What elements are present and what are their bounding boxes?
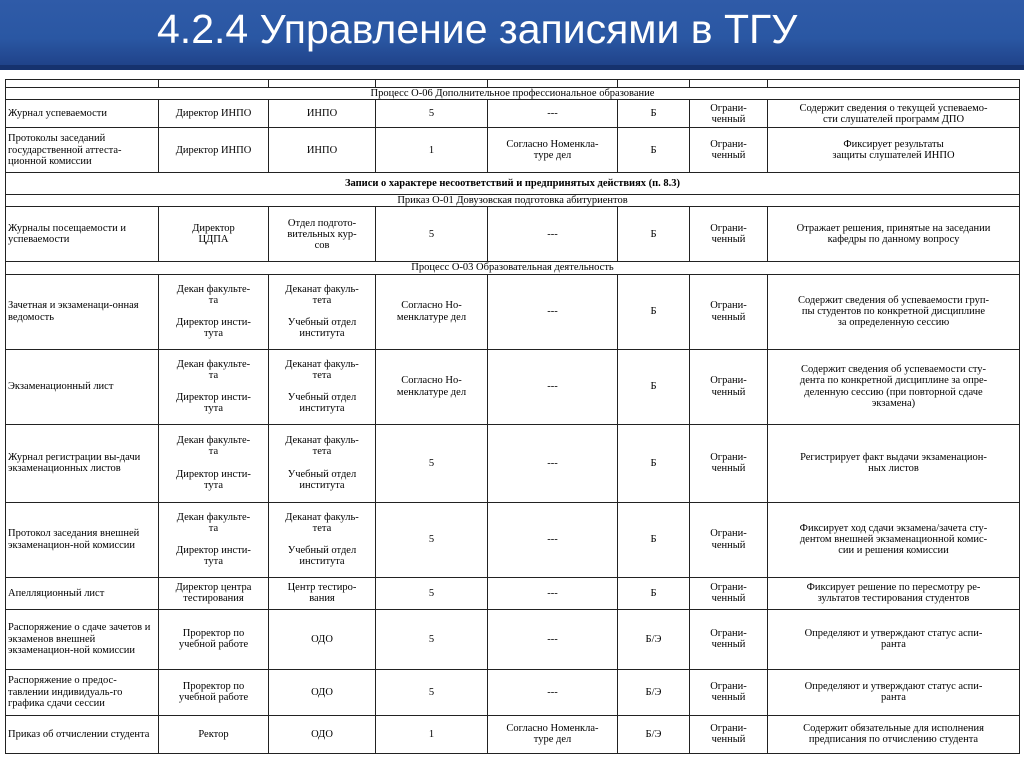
responsible-cell [159, 609, 269, 669]
section-row [6, 262, 1020, 274]
location-cell [269, 669, 376, 715]
document-name-text: Журнал регистрации вы-дачи экзаменационных листов [8, 451, 141, 475]
document-name-text: Протоколы заседаний государственной аттеста-ционной комиссии [8, 133, 122, 167]
content-description-text: Фиксирует ход сдачи экзамена/зачета сту- дентом внешней экзаменационной комис- сии и решения комиссии [799, 522, 988, 557]
responsible-cell [159, 349, 269, 424]
table-row [6, 349, 1020, 424]
responsible-cell [159, 715, 269, 753]
responsible-secondary: Директор инсти- тута [176, 545, 251, 568]
retention-term-cell [376, 715, 488, 753]
responsible-cell [159, 207, 269, 262]
access-level-cell [690, 715, 768, 753]
storage-type-cell [618, 349, 690, 424]
content-description-text: Содержит сведения об успеваемости груп- пы студентов по конкретной дисциплине за определенную сессию [797, 294, 990, 329]
responsible-secondary: Директор инсти- тута [176, 317, 251, 340]
content-description-cell [768, 424, 1020, 502]
storage-type-cell [618, 207, 690, 262]
responsible-text: Проректор по учебной работе [178, 627, 249, 651]
content-description-cell [768, 577, 1020, 609]
number-cell [488, 100, 618, 128]
storage-type-cell [618, 100, 690, 128]
retention-term-text: 1 [428, 144, 435, 156]
location-cell [269, 715, 376, 753]
retention-term-text: Согласно Но- менклатуре дел [396, 375, 467, 398]
document-name-text: Распоряжение о предос-тавлении индивидуаль-го графика сдачи сессии [8, 675, 123, 709]
storage-type-text: Б [650, 306, 657, 317]
responsible-primary: Декан факульте- та [176, 435, 251, 458]
access-level-cell [690, 207, 768, 262]
document-name-cell [6, 274, 159, 349]
storage-type-text: Б [650, 228, 657, 240]
document-name-text: Экзаменационный лист [8, 381, 114, 392]
table-row [6, 100, 1020, 128]
table-row [6, 609, 1020, 669]
section-row [6, 88, 1020, 100]
responsible-text: Ректор [198, 728, 229, 740]
content-description-cell [768, 609, 1020, 669]
number-cell [488, 577, 618, 609]
location-text: ОДО [311, 633, 333, 645]
document-name-text: Журналы посещаемости и успеваемости [8, 223, 126, 246]
retention-term-text: 5 [428, 457, 435, 469]
retention-term-text: 1 [428, 728, 435, 740]
access-level-cell [690, 274, 768, 349]
responsible-cell [159, 424, 269, 502]
location-cell [269, 100, 376, 128]
table-row [6, 274, 1020, 349]
responsible-primary: Декан факульте- та [176, 511, 251, 534]
location-text: ОДО [311, 728, 333, 740]
retention-term-cell [376, 100, 488, 128]
retention-term-text: 5 [428, 534, 435, 545]
table-row [6, 502, 1020, 577]
retention-term-cell [376, 424, 488, 502]
document-name-text: Распоряжение о сдаче зачетов и экзаменов внешней экзаменацион-ной комиссии [8, 622, 151, 656]
access-level-text: Ограни- ченный [710, 223, 747, 246]
location-cell [269, 128, 376, 173]
section-title: Процесс О-03 Образовательная деятельность [6, 262, 1020, 274]
section-title: Приказ О-01 Довузовская подготовка абитуриентов [6, 195, 1020, 207]
retention-term-text: 5 [428, 633, 435, 645]
document-name-cell [6, 715, 159, 753]
content-description-text: Содержит обязательные для исполнения предписания по отчислению студента [803, 722, 984, 746]
retention-term-cell [376, 577, 488, 609]
content-description-cell [768, 100, 1020, 128]
access-level-cell [690, 577, 768, 609]
access-level-cell [690, 128, 768, 173]
retention-term-cell [376, 502, 488, 577]
number-cell [488, 274, 618, 349]
responsible-text: Директор ЦДПА [192, 223, 235, 246]
retention-term-cell [376, 669, 488, 715]
content-description-cell [768, 128, 1020, 173]
storage-type-text: Б [650, 381, 657, 392]
number-text: --- [547, 633, 558, 645]
responsible-primary: Декан факульте- та [176, 283, 251, 306]
location-secondary: Учебный отдел института [287, 545, 357, 568]
location-text: Отдел подгото- вительных кур- сов [287, 217, 357, 251]
storage-type-cell [618, 274, 690, 349]
access-level-cell [690, 609, 768, 669]
responsible-cell [159, 100, 269, 128]
location-secondary: Учебный отдел института [287, 468, 357, 491]
table-row [6, 207, 1020, 262]
location-primary: Деканат факуль- тета [285, 435, 359, 458]
location-cell [269, 274, 376, 349]
location-primary: Деканат факуль- тета [285, 511, 359, 534]
location-primary: Деканат факуль- тета [285, 283, 359, 306]
document-name-text: Апелляционный лист [8, 587, 105, 599]
records-table [5, 79, 1020, 754]
content-description-text: Определяют и утверждают статус аспи- ранта [804, 680, 983, 704]
section-row [6, 195, 1020, 207]
retention-term-text: 5 [428, 228, 435, 240]
slide-header [0, 0, 1024, 70]
number-text: --- [547, 534, 558, 545]
document-name-text: Приказ об отчислении студента [8, 728, 150, 740]
number-cell [488, 424, 618, 502]
table-row [6, 424, 1020, 502]
number-cell [488, 128, 618, 173]
location-cell [269, 577, 376, 609]
access-level-text: Ограни- ченный [710, 722, 747, 746]
responsible-text: Директор ИНПО [175, 144, 252, 156]
number-text: --- [547, 306, 558, 317]
storage-type-cell [618, 715, 690, 753]
access-level-text: Ограни- ченный [710, 451, 747, 475]
number-cell [488, 715, 618, 753]
storage-type-cell [618, 502, 690, 577]
table-row [6, 577, 1020, 609]
number-cell [488, 207, 618, 262]
location-text: Центр тестиро- вания [287, 581, 357, 605]
content-description-text: Содержит сведения об успеваемости сту- дента по конкретной дисциплине за опре- деленную сессию (при повторной сдаче экзамена) [799, 364, 988, 409]
number-text: --- [547, 686, 558, 698]
access-level-cell [690, 669, 768, 715]
table-row [6, 669, 1020, 715]
storage-type-text: Б/Э [645, 728, 662, 740]
responsible-cell [159, 502, 269, 577]
responsible-secondary: Директор инсти- тута [176, 468, 251, 491]
access-level-cell [690, 502, 768, 577]
location-cell [269, 424, 376, 502]
location-secondary: Учебный отдел института [287, 317, 357, 340]
number-text: --- [547, 228, 558, 240]
section-row [6, 173, 1020, 195]
storage-type-text: Б [650, 587, 657, 599]
location-text: ИНПО [306, 108, 338, 120]
retention-term-text: Согласно Но- менклатуре дел [396, 300, 467, 323]
access-level-cell [690, 349, 768, 424]
responsible-cell [159, 274, 269, 349]
storage-type-cell [618, 609, 690, 669]
retention-term-cell [376, 609, 488, 669]
responsible-cell [159, 577, 269, 609]
content-description-text: Фиксирует результаты защиты слушателей ИНПО [832, 139, 955, 162]
access-level-text: Ограни- ченный [710, 581, 747, 605]
document-name-text: Журнал успеваемости [8, 108, 107, 120]
section-title: Записи о характере несоответствий и предпринятых действиях (п. 8.3) [6, 173, 1020, 195]
retention-term-cell [376, 349, 488, 424]
document-name-cell [6, 207, 159, 262]
responsible-cell [159, 128, 269, 173]
retention-term-text: 5 [428, 686, 435, 698]
table-top-border-row [6, 80, 1020, 88]
document-name-text: Протокол заседания внешней экзаменацион-ной комиссии [8, 528, 140, 551]
records-sheet [0, 74, 1024, 768]
document-name-cell [6, 577, 159, 609]
content-description-text: Фиксирует решение по пересмотру ре- зультатов тестирования студентов [806, 581, 981, 605]
content-description-cell [768, 502, 1020, 577]
access-level-text: Ограни- ченный [710, 680, 747, 704]
content-description-text: Содержит сведения о текущей успеваемо- сти слушателей программ ДПО [799, 102, 988, 125]
storage-type-text: Б/Э [645, 686, 662, 698]
content-description-text: Отражает решения, принятые на заседании кафедры по данному вопросу [796, 223, 991, 246]
location-cell [269, 502, 376, 577]
storage-type-cell [618, 577, 690, 609]
retention-term-text: 5 [428, 587, 435, 599]
access-level-cell [690, 424, 768, 502]
access-level-text: Ограни- ченный [710, 102, 747, 125]
content-description-cell [768, 669, 1020, 715]
location-text: ИНПО [306, 144, 338, 156]
section-title: Процесс О-06 Дополнительное профессиональное образование [6, 88, 1020, 100]
content-description-text: Регистрирует факт выдачи экзаменацион- ных листов [800, 451, 987, 475]
document-name-cell [6, 424, 159, 502]
storage-type-text: Б [650, 457, 657, 469]
number-text: --- [547, 457, 558, 469]
number-cell [488, 502, 618, 577]
responsible-primary: Декан факульте- та [176, 358, 251, 381]
slide-title: 4.2.4 Управление записями в ТГУ [157, 6, 798, 52]
number-text: Согласно Номенкла- туре дел [506, 139, 599, 162]
document-name-cell [6, 128, 159, 173]
document-name-cell [6, 349, 159, 424]
location-cell [269, 207, 376, 262]
retention-term-cell [376, 274, 488, 349]
number-cell [488, 609, 618, 669]
storage-type-text: Б [650, 534, 657, 545]
content-description-text: Определяют и утверждают статус аспи- ранта [804, 627, 983, 651]
retention-term-cell [376, 207, 488, 262]
number-text: --- [547, 587, 558, 599]
retention-term-text: 5 [428, 108, 435, 120]
responsible-cell [159, 669, 269, 715]
document-name-cell [6, 669, 159, 715]
number-text: Согласно Номенкла- туре дел [506, 722, 599, 746]
responsible-text: Директор центра тестирования [175, 581, 252, 605]
responsible-text: Директор ИНПО [175, 108, 252, 120]
location-secondary: Учебный отдел института [287, 392, 357, 415]
content-description-cell [768, 274, 1020, 349]
storage-type-cell [618, 424, 690, 502]
access-level-cell [690, 100, 768, 128]
location-text: ОДО [311, 686, 333, 698]
access-level-text: Ограни- ченный [710, 528, 747, 551]
responsible-text: Проректор по учебной работе [178, 680, 249, 704]
header-underline [0, 65, 1024, 70]
table-row [6, 128, 1020, 173]
access-level-text: Ограни- ченный [710, 139, 747, 162]
content-description-cell [768, 349, 1020, 424]
number-cell [488, 669, 618, 715]
number-text: --- [547, 381, 558, 392]
retention-term-cell [376, 128, 488, 173]
storage-type-text: Б [650, 144, 657, 156]
access-level-text: Ограни- ченный [710, 300, 747, 323]
document-name-text: Зачетная и экзаменаци-онная ведомость [8, 300, 139, 323]
location-primary: Деканат факуль- тета [285, 358, 359, 381]
location-cell [269, 609, 376, 669]
number-cell [488, 349, 618, 424]
content-description-cell [768, 715, 1020, 753]
storage-type-cell [618, 669, 690, 715]
table-row [6, 715, 1020, 753]
location-cell [269, 349, 376, 424]
document-name-cell [6, 609, 159, 669]
access-level-text: Ограни- ченный [710, 375, 747, 398]
storage-type-cell [618, 128, 690, 173]
access-level-text: Ограни- ченный [710, 627, 747, 651]
content-description-cell [768, 207, 1020, 262]
document-name-cell [6, 100, 159, 128]
storage-type-text: Б/Э [645, 633, 662, 645]
responsible-secondary: Директор инсти- тута [176, 392, 251, 415]
storage-type-text: Б [650, 108, 657, 120]
document-name-cell [6, 502, 159, 577]
number-text: --- [547, 108, 558, 120]
